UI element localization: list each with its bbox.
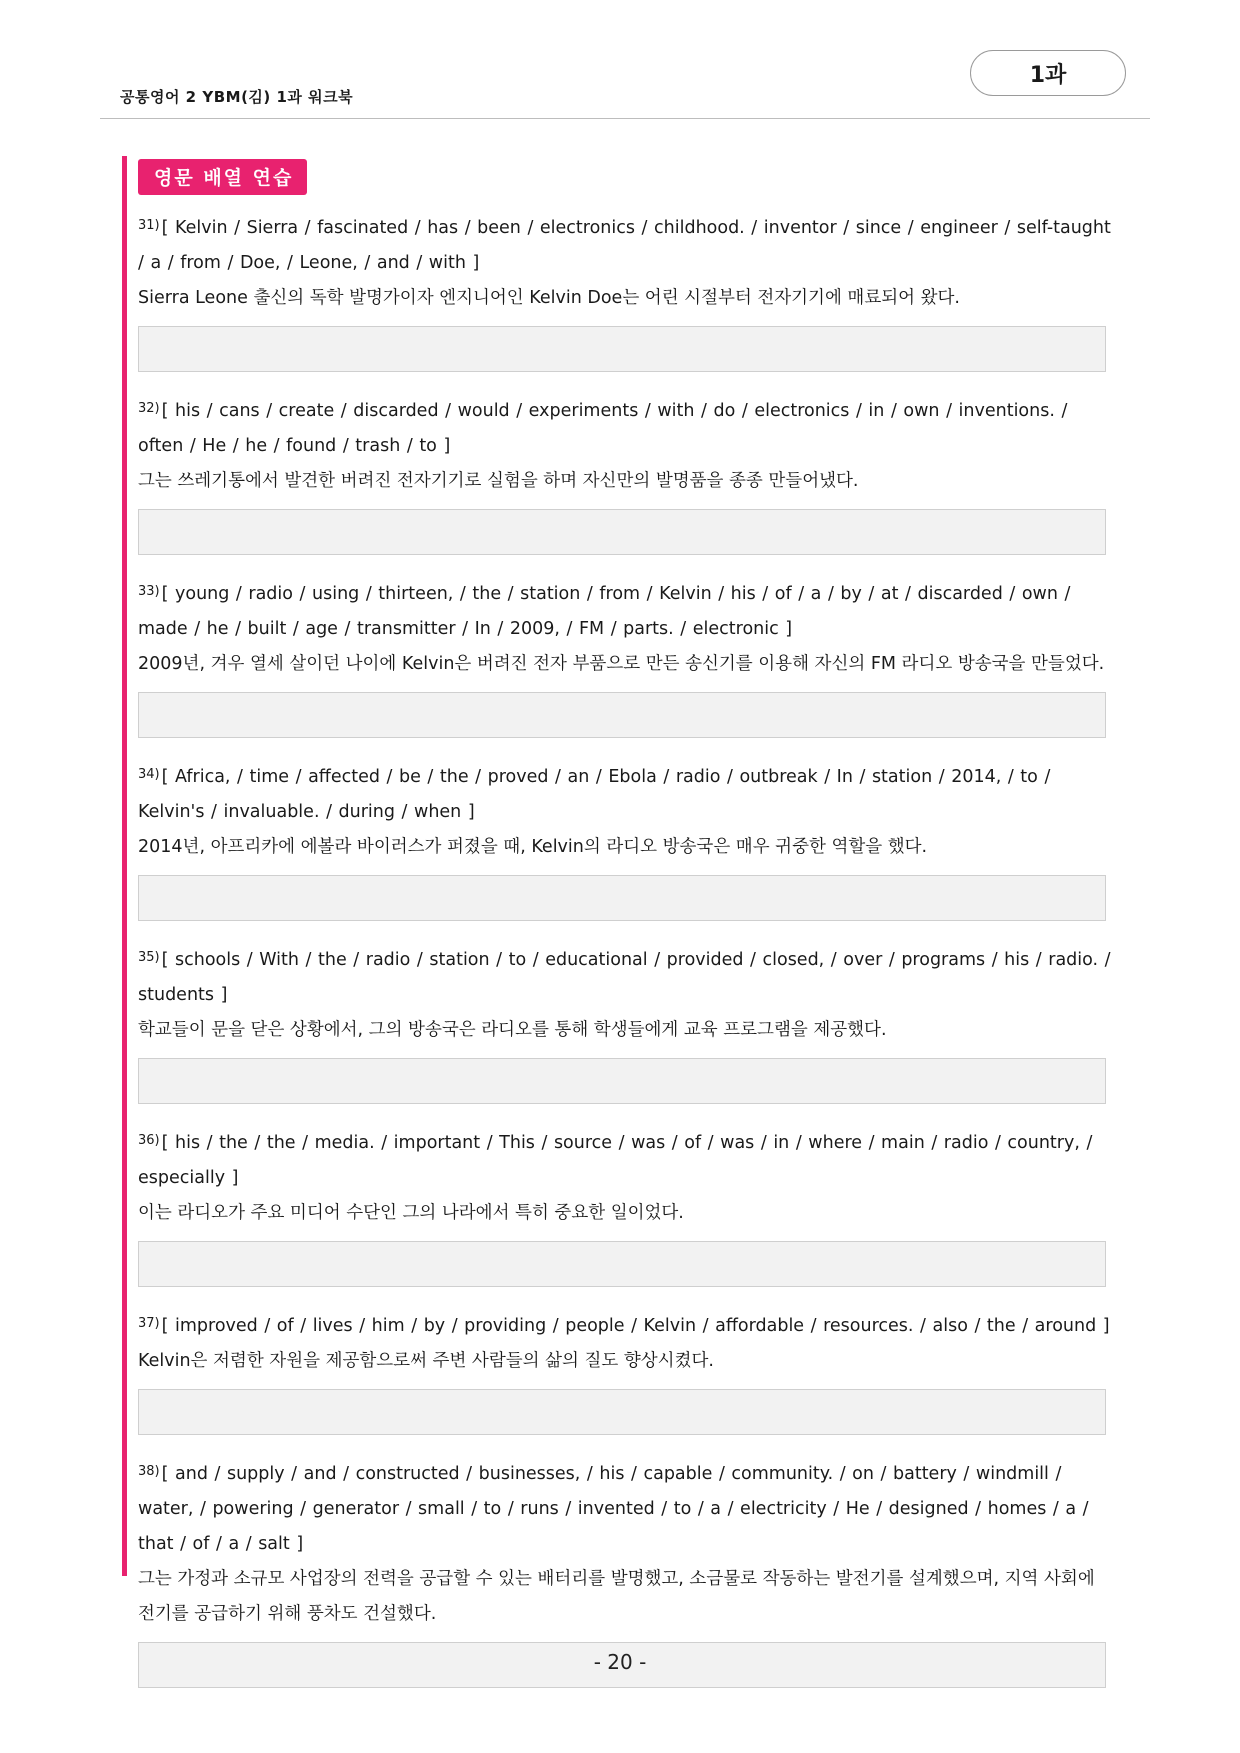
exercise-item-37 [138,1306,1114,1435]
scrambled-words: [ young / radio / using / thirteen, / the / station / from / Kelvin / his / of / a / by / at / discarded / own / made / he / built / age / transmitter / In / 2009, / FM / parts. / electronic ] [138,584,1071,639]
answer-box[interactable] [138,509,1106,555]
korean-translation: Sierra Leone 출신의 독학 발명가이자 엔지니어인 Kelvin Doe는 어린 시절부터 전자기기에 매료되어 왔다. [138,288,960,308]
section-title: 영문 배열 연습 [138,159,307,195]
answer-box[interactable] [138,875,1106,921]
word-bank [138,1306,1114,1344]
question-number: 33) [138,584,160,599]
exercise-item-36 [138,1123,1114,1287]
question-number: 35) [138,950,160,965]
scrambled-words: [ improved / of / lives / him / by / providing / people / Kelvin / affordable / resources. / also / the / around ] [161,1316,1110,1336]
word-bank [138,1454,1114,1562]
korean-translation: Kelvin은 저렴한 자원을 제공함으로써 주변 사람들의 삶의 질도 향상시켰다. [138,1351,714,1371]
answer-box[interactable] [138,1389,1106,1435]
scrambled-words: [ schools / With / the / radio / station / to / educational / provided / closed, / over / programs / his / radio. / students ] [138,950,1111,1005]
answer-box[interactable] [138,1241,1106,1287]
exercise-item-35 [138,940,1114,1104]
korean-translation: 2009년, 겨우 열세 살이던 나이에 Kelvin은 버려진 전자 부품으로 만든 송신기를 이용해 자신의 FM 라디오 방송국을 만들었다. [138,654,1105,674]
exercise-item-34 [138,757,1114,921]
word-bank [138,1123,1114,1196]
korean-translation: 이는 라디오가 주요 미디어 수단인 그의 나라에서 특히 중요한 일이었다. [138,1203,684,1223]
word-bank [138,208,1114,281]
exercise-section [122,156,1122,1624]
exercise-item-31 [138,208,1114,372]
scrambled-words: [ his / cans / create / discarded / would / experiments / with / do / electronics / in / own / inventions. / often / He / he / found / trash / to ] [138,401,1068,456]
question-number: 31) [138,218,160,233]
page-number: - 20 - [593,1650,647,1674]
scrambled-words: [ Kelvin / Sierra / fascinated / has / been / electronics / childhood. / inventor / since / engineer / self-taught / a / from / Doe, / Leone, / and / with ] [138,218,1111,273]
answer-box[interactable] [138,326,1106,372]
question-number: 38) [138,1464,160,1479]
question-number: 36) [138,1133,160,1148]
scrambled-words: [ and / supply / and / constructed / businesses, / his / capable / community. / on / battery / windmill / water, / powering / generator / small / to / runs / invented / to / a / electricity / He / designed / homes / a / that / of / a / salt ] [138,1464,1089,1554]
header-divider [100,118,1150,119]
answer-box[interactable] [138,692,1106,738]
question-number: 34) [138,767,160,782]
answer-box[interactable] [138,1058,1106,1104]
exercise-item-33 [138,574,1114,738]
document-title: 공통영어 2 YBM(김) 1과 워크북 [120,88,354,106]
korean-translation: 그는 가정과 소규모 사업장의 전력을 공급할 수 있는 배터리를 발명했고, 소금물로 작동하는 발전기를 설계했으며, 지역 사회에 전기를 공급하기 위해 풍차도 건설했다. [138,1569,1095,1624]
korean-translation: 그는 쓰레기통에서 발견한 버려진 전자기기로 실험을 하며 자신만의 발명품을 종종 만들어냈다. [138,471,859,491]
word-bank [138,391,1114,464]
korean-translation: 학교들이 문을 닫은 상황에서, 그의 방송국은 라디오를 통해 학생들에게 교육 프로그램을 제공했다. [138,1020,887,1040]
lesson-badge: 1과 [970,50,1126,96]
word-bank [138,574,1114,647]
question-number: 37) [138,1316,160,1331]
korean-translation: 2014년, 아프리카에 에볼라 바이러스가 퍼졌을 때, Kelvin의 라디오 방송국은 매우 귀중한 역할을 했다. [138,837,928,857]
question-number: 32) [138,401,160,416]
word-bank [138,940,1114,1013]
word-bank [138,757,1114,830]
exercise-item-32 [138,391,1114,555]
scrambled-words: [ his / the / the / media. / important / This / source / was / of / was / in / where / main / radio / country, / especially ] [138,1133,1093,1188]
scrambled-words: [ Africa, / time / affected / be / the / proved / an / Ebola / radio / outbreak / In / station / 2014, / to / Kelvin's / invaluable. / during / when ] [138,767,1051,822]
